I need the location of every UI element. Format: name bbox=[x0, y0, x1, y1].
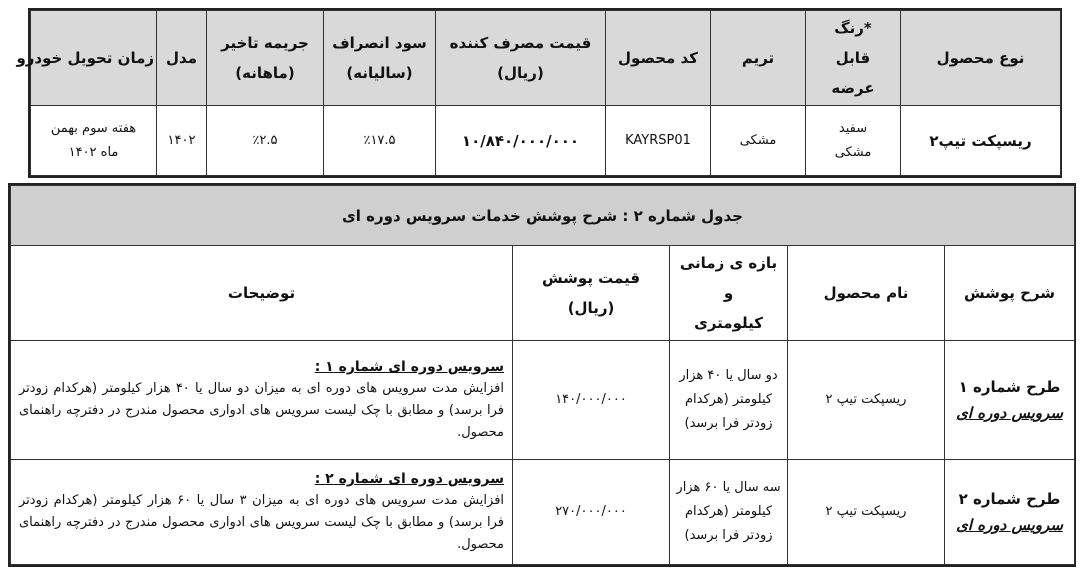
header-color: *رنگ قابل عرضه bbox=[806, 11, 901, 106]
service-table-frame bbox=[8, 183, 1076, 567]
cell-cancel-profit: ٪۱۷.۵ bbox=[324, 106, 436, 176]
header-product-name: نام محصول bbox=[788, 246, 945, 341]
description-title: سرویس دوره ای شماره ۲ : bbox=[314, 471, 505, 487]
cell-period: دو سال یا ۴۰ هزار کیلومتر (هرکدام زودتر فرا برسد) bbox=[670, 341, 788, 460]
header-product-type: نوع محصول bbox=[901, 11, 1061, 106]
description-body: افزایش مدت سرویس های دوره ای به میزان ۳ سال یا ۶۰ هزار کیلومتر (هرکدام زودتر فرا برسد) و مطابق با چک لیست سرویس های ادواری محصول مندرج در دفترچه راهنمای محصول. bbox=[19, 493, 505, 552]
cell-plan: طرح شماره ۲ سرویس دوره ای bbox=[945, 460, 1075, 565]
header-delay-penalty: جریمه تاخیر (ماهانه) bbox=[207, 11, 324, 106]
cell-price: ۱۴۰/۰۰۰/۰۰۰ bbox=[513, 341, 670, 460]
cell-product-code: KAYRSP01 bbox=[606, 106, 711, 176]
header-cancel-profit: سود انصراف (سالیانه) bbox=[324, 11, 436, 106]
description-body: افزایش مدت سرویس های دوره ای به میزان دو سال یا ۴۰ هزار کیلومتر (هرکدام زودتر فرا برسد) و مطابق با چک لیست سرویس های ادواری محصول مندرج در دفترچه راهنمای محصول. bbox=[19, 381, 505, 440]
cell-delay-penalty: ٪۲.۵ bbox=[207, 106, 324, 176]
table-row bbox=[11, 341, 1075, 460]
cell-plan: طرح شماره ۱ سرویس دوره ای bbox=[945, 341, 1075, 460]
cell-trim: مشکی bbox=[711, 106, 806, 176]
cell-consumer-price: ۱۰/۸۴۰/۰۰۰/۰۰۰ bbox=[436, 106, 606, 176]
service-table-title: جدول شماره ۲ : شرح پوشش خدمات سرویس دوره ای bbox=[11, 186, 1075, 246]
cell-price: ۲۷۰/۰۰۰/۰۰۰ bbox=[513, 460, 670, 565]
cell-model: ۱۴۰۲ bbox=[157, 106, 207, 176]
header-consumer-price: قیمت مصرف کننده (ریال) bbox=[436, 11, 606, 106]
cell-product-type: ریسپکت تیپ۲ bbox=[901, 106, 1061, 176]
description-title: سرویس دوره ای شماره ۱ : bbox=[314, 359, 505, 375]
header-model: مدل bbox=[157, 11, 207, 106]
cell-product: ریسپکت تیپ ۲ bbox=[788, 341, 945, 460]
service-table bbox=[10, 185, 1075, 565]
header-delivery: زمان تحویل خودرو bbox=[31, 11, 157, 106]
price-table-frame bbox=[16, 8, 1062, 178]
header-product-code: کد محصول bbox=[606, 11, 711, 106]
header-trim: تریم bbox=[711, 11, 806, 106]
header-coverage-price: قیمت پوشش (ریال) bbox=[513, 246, 670, 341]
header-period: بازه ی زمانی و کیلومتری bbox=[670, 246, 788, 341]
header-description: توضیحات bbox=[11, 246, 513, 341]
table-row bbox=[11, 460, 1075, 565]
header-coverage: شرح پوشش bbox=[945, 246, 1075, 341]
price-table bbox=[16, 10, 1061, 176]
cell-period: سه سال یا ۶۰ هزار کیلومتر (هرکدام زودتر فرا برسد) bbox=[670, 460, 788, 565]
cell-product: ریسپکت تیپ ۲ bbox=[788, 460, 945, 565]
cell-color: سفید مشکی bbox=[806, 106, 901, 176]
cell-delivery: هفته سوم بهمن ماه ۱۴۰۲ bbox=[31, 106, 157, 176]
cell-description bbox=[11, 460, 513, 565]
cell-description bbox=[11, 341, 513, 460]
